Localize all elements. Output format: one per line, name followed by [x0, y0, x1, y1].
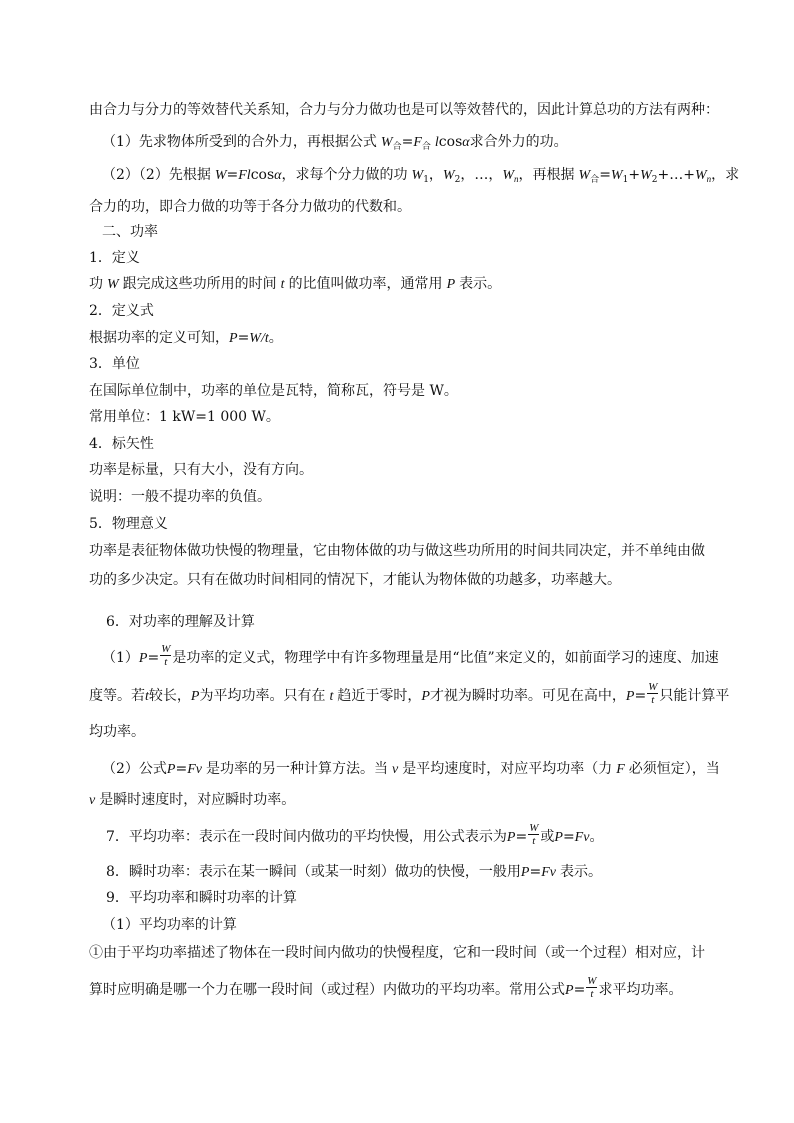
scalar-text: 功率是标量，只有大小，没有方向。: [89, 462, 313, 478]
average-calculation-text-2: [89, 975, 683, 1000]
text: 度等。若: [89, 688, 145, 704]
subheading-understanding: 6．对功率的理解及计算: [106, 614, 255, 630]
understanding-2-continued: [89, 789, 295, 811]
subscript: n: [706, 174, 712, 184]
instant-power-definition: [106, 861, 602, 883]
text: /: [260, 331, 265, 346]
text: ，: [428, 167, 443, 183]
text: ，求每个分力做的功: [281, 167, 408, 183]
text: 的比值叫做功率，通常用: [288, 276, 443, 292]
symbol-alpha: α: [274, 168, 282, 183]
fraction-W-over-t: [528, 823, 539, 847]
symbol-W: W: [610, 168, 623, 183]
symbol-P: P: [138, 651, 148, 666]
symbol-v: v: [89, 793, 96, 808]
text: =: [562, 829, 575, 845]
symbol-Fv: Fv: [574, 830, 590, 845]
text: =: [573, 982, 586, 998]
symbol-P: P: [520, 865, 530, 880]
subheading-scalar: 4．标矢性: [89, 436, 154, 452]
definition-text: [89, 273, 501, 295]
symbol-t: t: [264, 331, 269, 346]
text: 表示。: [459, 276, 502, 292]
text: =: [599, 167, 611, 183]
symbol-W: W: [640, 168, 652, 183]
symbol-P: P: [229, 331, 238, 346]
symbol-W: W: [380, 135, 393, 150]
text: 趋近于零时，: [337, 688, 422, 704]
paragraph-intro: 由合力与分力的等效替代关系知，合力与分力做功也是可以等效替代的，因此计算总功的方法有两种：: [89, 102, 719, 118]
text: 8．瞬时功率：表示在某一瞬间（或某一时刻）做功的快慢，一般用: [106, 864, 521, 880]
symbol-P: P: [190, 689, 200, 704]
common-unit-text: 常用单位：1 kW=1 000 W。: [89, 409, 280, 425]
numerator: W: [587, 975, 597, 987]
symbol-P: P: [554, 830, 563, 845]
subheading-meaning: 5．物理意义: [89, 516, 168, 532]
average-power-definition: [106, 822, 604, 847]
note-text: 说明：一般不提功率的负值。: [89, 489, 271, 505]
text: 为平均功率。只有在: [199, 688, 326, 704]
text: ，求: [711, 167, 740, 183]
text: 7．平均功率：表示在一段时间内做功的平均快慢，用公式表示为: [106, 829, 507, 845]
text: ，…，: [460, 167, 503, 183]
text: 只能计算平: [659, 688, 730, 704]
text: ，再根据: [518, 167, 575, 183]
symbol-W: W: [578, 168, 591, 183]
symbol-W: W: [107, 277, 119, 292]
text: =: [237, 330, 250, 346]
text: =: [515, 829, 528, 845]
symbol-W: W: [214, 168, 227, 183]
understanding-2: [102, 758, 720, 780]
text: =: [147, 650, 160, 666]
symbol-Fv: Fv: [541, 865, 556, 880]
text: =: [175, 761, 188, 777]
meaning-text-2: 功的多少决定。只有在做功时间相同的情况下，才能认为物体做的功越多，功率越大。: [89, 572, 621, 588]
symbol-P: P: [565, 983, 574, 998]
text: 或: [540, 829, 555, 845]
text: 跟完成这些功所用的时间: [122, 276, 277, 292]
method-2-continued: 合力的功，即合力做的功等于各分力做功的代数和。: [89, 199, 411, 215]
understanding-1-end: 均功率。: [89, 724, 145, 740]
meaning-text-1: 功率是表征物体做功快慢的物理量，它由物体做的功与做这些功所用的时间共同决定，并不单纯由做: [89, 543, 705, 559]
text: +…+: [657, 167, 695, 183]
method-1: [102, 131, 568, 153]
numerator: W: [161, 643, 171, 655]
text: 必须恒定），当: [628, 761, 720, 777]
symbol-v: v: [391, 762, 399, 777]
subscript: 2: [651, 175, 658, 185]
fraction-W-over-t: [586, 976, 597, 1000]
symbol-F: F: [413, 135, 422, 150]
text: 功: [89, 276, 103, 292]
numerator: W: [648, 681, 658, 693]
numerator: W: [529, 822, 539, 834]
text: 。: [268, 330, 283, 346]
text: =: [226, 167, 239, 183]
symbol-P: P: [506, 830, 516, 845]
symbol-P: P: [446, 277, 456, 292]
average-calculation-text-1: ①由于平均功率描述了物体在一段时间内做功的快慢程度，它和一段时间（或一个过程）相对应，计: [89, 945, 705, 961]
text: 是平均速度时，对应平均功率（力: [402, 761, 613, 777]
text: 算时应明确是哪一个力在哪一段时间（或过程）内做功的平均功率。常用公式: [89, 982, 565, 998]
text: cos: [250, 167, 275, 183]
text: 是瞬时速度时，对应瞬时功率。: [99, 792, 296, 808]
denominator: t: [532, 835, 536, 847]
text: 。: [589, 829, 604, 845]
text: 是功率的定义式，物理学中有许多物理量是用“比值”来定义的，如前面学习的速度、加速: [172, 650, 719, 666]
symbol-Fv: Fv: [187, 762, 202, 777]
text: （1）先求物体所受到的合外力，再根据公式: [102, 134, 377, 150]
symbol-t: t: [329, 689, 334, 704]
subheading-formula: 2．定义式: [89, 303, 154, 319]
symbol-alpha: α: [462, 135, 470, 150]
text: =: [634, 688, 647, 704]
symbol-W: W: [442, 168, 455, 183]
unit-text: 在国际单位制中，功率的单位是瓦特，简称瓦，符号是 W。: [89, 383, 458, 399]
subscript: n: [514, 174, 519, 184]
symbol-W: W: [694, 168, 707, 183]
text: （2）公式: [102, 761, 167, 777]
symbol-P: P: [625, 689, 635, 704]
subheading-average-calculation: （1）平均功率的计算: [102, 917, 237, 933]
symbol-W: W: [502, 168, 514, 183]
denominator: t: [651, 694, 655, 706]
fraction-W-over-t: [160, 644, 171, 668]
symbol-P: P: [166, 762, 176, 777]
text: 才视为瞬时功率。可见在高中，: [429, 688, 626, 704]
understanding-1-continued: [89, 681, 730, 706]
symbol-P: P: [421, 689, 430, 704]
text: 是功率的另一种计算方法。当: [205, 761, 388, 777]
text: cos: [438, 134, 463, 150]
subscript: 2: [454, 175, 461, 185]
text: =: [529, 864, 542, 880]
text: 求平均功率。: [598, 982, 683, 998]
section-heading-power: 二、功率: [102, 224, 158, 240]
subheading-unit: 3．单位: [89, 356, 140, 372]
subscript: 1: [622, 175, 629, 185]
subheading-definition: 1．定义: [89, 250, 140, 266]
symbol-F: F: [616, 762, 625, 777]
symbol-t: t: [280, 277, 285, 292]
understanding-1: [102, 643, 719, 668]
subheading-calculation: 9．平均功率和瞬时功率的计算: [106, 890, 297, 906]
symbol-W: W: [249, 331, 261, 346]
method-2: [102, 164, 739, 186]
symbol-l: l: [434, 135, 439, 150]
text: 较长，: [148, 688, 191, 704]
fraction-W-over-t: [647, 682, 658, 706]
symbol-Fl: Fl: [238, 168, 251, 183]
subscript: 1: [423, 175, 429, 185]
formula-text: [89, 327, 283, 349]
text: （1）: [102, 650, 139, 666]
subscript: 合: [421, 142, 431, 152]
text: （2）（2）先根据: [102, 167, 211, 183]
text: 根据功率的定义可知，: [89, 330, 229, 346]
text: 求合外力的功。: [469, 134, 568, 150]
symbol-t: t: [145, 689, 149, 704]
denominator: t: [164, 656, 168, 668]
text: =: [401, 134, 414, 150]
subscript: 合: [590, 175, 600, 185]
subscript: 合: [392, 142, 402, 152]
denominator: t: [590, 988, 594, 1000]
symbol-W: W: [411, 168, 424, 183]
text: +: [628, 167, 641, 183]
text: 表示。: [559, 864, 602, 880]
